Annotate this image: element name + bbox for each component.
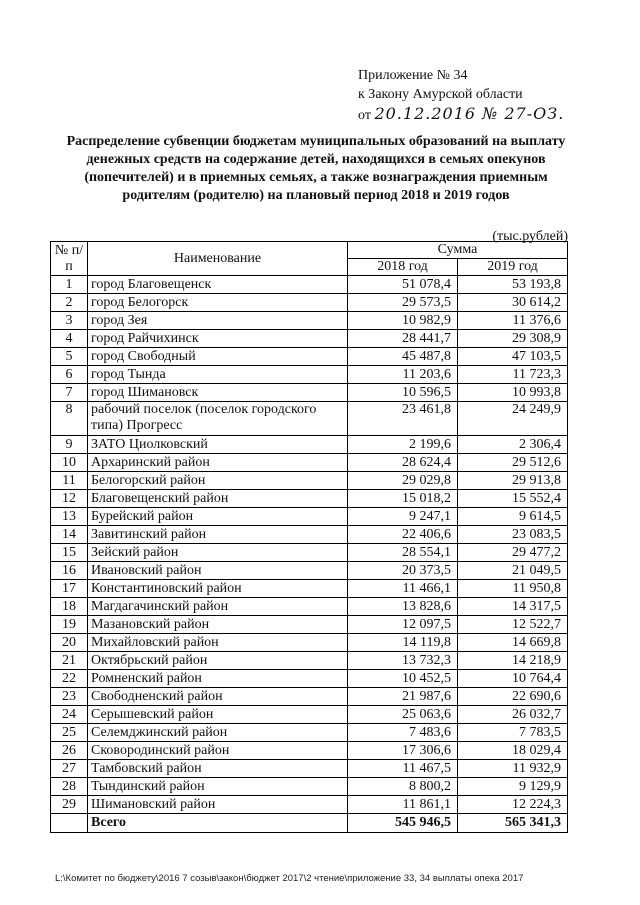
row-num: 8 [51, 402, 88, 436]
total-num [51, 814, 88, 833]
appendix-header [358, 66, 564, 125]
row-num: 15 [51, 544, 88, 562]
row-num: 24 [51, 706, 88, 724]
row-num: 1 [51, 276, 88, 294]
row-2019: 47 103,5 [458, 348, 568, 366]
row-num: 5 [51, 348, 88, 366]
row-num: 4 [51, 330, 88, 348]
table-row [51, 348, 568, 366]
header-num: № п/п [51, 242, 88, 276]
table-row [51, 652, 568, 670]
row-name: Свободненский район [88, 688, 348, 706]
row-2019: 9 129,9 [458, 778, 568, 796]
row-2019: 18 029,4 [458, 742, 568, 760]
table-row [51, 472, 568, 490]
row-2019: 11 950,8 [458, 580, 568, 598]
row-name: Бурейский район [88, 508, 348, 526]
row-2018: 13 732,3 [348, 652, 458, 670]
row-name: город Тында [88, 366, 348, 384]
table-row [51, 312, 568, 330]
row-name: Селемджинский район [88, 724, 348, 742]
table-row [51, 384, 568, 402]
table-body [51, 276, 568, 814]
row-2018: 8 800,2 [348, 778, 458, 796]
table-row [51, 580, 568, 598]
table-row [51, 706, 568, 724]
row-name: Тындинский район [88, 778, 348, 796]
table-row [51, 366, 568, 384]
row-2019: 12 224,3 [458, 796, 568, 814]
row-num: 3 [51, 312, 88, 330]
row-name: Благовещенский район [88, 490, 348, 508]
total-label: Всего [88, 814, 348, 833]
row-name: ЗАТО Циолковский [88, 436, 348, 454]
row-2018: 13 828,6 [348, 598, 458, 616]
row-2019: 15 552,4 [458, 490, 568, 508]
row-2018: 17 306,6 [348, 742, 458, 760]
row-2019: 10 764,4 [458, 670, 568, 688]
row-2018: 9 247,1 [348, 508, 458, 526]
row-num: 28 [51, 778, 88, 796]
row-2019: 14 317,5 [458, 598, 568, 616]
row-name: город Райчихинск [88, 330, 348, 348]
row-name: Сковородинский район [88, 742, 348, 760]
row-num: 12 [51, 490, 88, 508]
row-2019: 24 249,9 [458, 402, 568, 436]
table-row [51, 688, 568, 706]
table-row [51, 724, 568, 742]
row-2018: 10 982,9 [348, 312, 458, 330]
header-name: Наименование [88, 242, 348, 276]
row-2019: 30 614,2 [458, 294, 568, 312]
table-row [51, 294, 568, 312]
row-num: 2 [51, 294, 88, 312]
row-2018: 11 203,6 [348, 366, 458, 384]
row-2019: 14 669,8 [458, 634, 568, 652]
table-row [51, 670, 568, 688]
row-num: 22 [51, 670, 88, 688]
row-2019: 10 993,8 [458, 384, 568, 402]
row-2019: 22 690,6 [458, 688, 568, 706]
row-name: рабочий поселок (поселок городского типа) Прогресс [88, 402, 348, 436]
row-num: 27 [51, 760, 88, 778]
table-row [51, 490, 568, 508]
row-name: Константиновский район [88, 580, 348, 598]
row-name: Магдагачинский район [88, 598, 348, 616]
table-row [51, 616, 568, 634]
table-row [51, 454, 568, 472]
row-num: 25 [51, 724, 88, 742]
row-2018: 12 097,5 [348, 616, 458, 634]
row-num: 16 [51, 562, 88, 580]
row-num: 10 [51, 454, 88, 472]
row-name: Ромненский район [88, 670, 348, 688]
row-num: 26 [51, 742, 88, 760]
table-row [51, 742, 568, 760]
row-2019: 29 308,9 [458, 330, 568, 348]
row-name: город Благовещенск [88, 276, 348, 294]
row-2019: 12 522,7 [458, 616, 568, 634]
row-2019: 29 512,6 [458, 454, 568, 472]
appendix-date [358, 104, 564, 125]
row-num: 9 [51, 436, 88, 454]
appendix-number: Приложение № 34 [358, 68, 468, 83]
row-num: 29 [51, 796, 88, 814]
row-name: Завитинский район [88, 526, 348, 544]
row-num: 17 [51, 580, 88, 598]
row-name: Серышевский район [88, 706, 348, 724]
row-num: 7 [51, 384, 88, 402]
row-num: 18 [51, 598, 88, 616]
row-num: 21 [51, 652, 88, 670]
table-row [51, 562, 568, 580]
row-name: Белогорский район [88, 472, 348, 490]
row-2018: 11 861,1 [348, 796, 458, 814]
row-num: 14 [51, 526, 88, 544]
row-2019: 2 306,4 [458, 436, 568, 454]
row-num: 6 [51, 366, 88, 384]
table-row [51, 330, 568, 348]
row-2019: 29 913,8 [458, 472, 568, 490]
row-2018: 21 987,6 [348, 688, 458, 706]
total-2018: 545 946,5 [348, 814, 458, 833]
row-num: 23 [51, 688, 88, 706]
row-num: 20 [51, 634, 88, 652]
file-path-footer: L:\Комитет по бюджету\2016 7 созыв\закон\бюджет 2017\2 чтение\приложение 33, 34 выплаты опека 2017 [55, 873, 524, 884]
row-2019: 14 218,9 [458, 652, 568, 670]
row-2018: 28 554,1 [348, 544, 458, 562]
subsidy-table [50, 241, 568, 833]
row-2019: 9 614,5 [458, 508, 568, 526]
row-2018: 23 461,8 [348, 402, 458, 436]
row-name: город Зея [88, 312, 348, 330]
row-2018: 20 373,5 [348, 562, 458, 580]
row-2018: 10 452,5 [348, 670, 458, 688]
row-2019: 53 193,8 [458, 276, 568, 294]
appendix-date-handwritten: 20.12.2016 № 27-ОЗ. [374, 104, 565, 123]
table-row [51, 796, 568, 814]
row-name: Ивановский район [88, 562, 348, 580]
table-row [51, 508, 568, 526]
table-row [51, 276, 568, 294]
table-row [51, 778, 568, 796]
row-name: Зейский район [88, 544, 348, 562]
row-2018: 29 029,8 [348, 472, 458, 490]
row-2019: 11 723,3 [458, 366, 568, 384]
row-2018: 28 441,7 [348, 330, 458, 348]
units-label: (тыс.рублей) [492, 229, 568, 244]
row-name: Архаринский район [88, 454, 348, 472]
row-2018: 22 406,6 [348, 526, 458, 544]
row-2018: 28 624,4 [348, 454, 458, 472]
table-row [51, 598, 568, 616]
table-row [51, 402, 568, 436]
header-sum: Сумма [348, 242, 568, 259]
row-2019: 29 477,2 [458, 544, 568, 562]
row-name: город Белогорск [88, 294, 348, 312]
row-name: город Свободный [88, 348, 348, 366]
row-2019: 21 049,5 [458, 562, 568, 580]
row-num: 13 [51, 508, 88, 526]
row-2018: 15 018,2 [348, 490, 458, 508]
row-2019: 11 932,9 [458, 760, 568, 778]
row-2018: 25 063,6 [348, 706, 458, 724]
appendix-date-prefix: от [358, 108, 371, 123]
table-row [51, 526, 568, 544]
row-name: Мазановский район [88, 616, 348, 634]
row-2019: 23 083,5 [458, 526, 568, 544]
row-2019: 7 783,5 [458, 724, 568, 742]
row-2018: 2 199,6 [348, 436, 458, 454]
total-2019: 565 341,3 [458, 814, 568, 833]
row-name: Шимановский район [88, 796, 348, 814]
row-2018: 45 487,8 [348, 348, 458, 366]
header-2018: 2018 год [348, 259, 458, 276]
row-2018: 10 596,5 [348, 384, 458, 402]
row-name: Михайловский район [88, 634, 348, 652]
row-name: Октябрьский район [88, 652, 348, 670]
row-num: 19 [51, 616, 88, 634]
table-row [51, 544, 568, 562]
row-name: Тамбовский район [88, 760, 348, 778]
row-num: 11 [51, 472, 88, 490]
table-row [51, 634, 568, 652]
table-row [51, 760, 568, 778]
row-2019: 11 376,6 [458, 312, 568, 330]
row-2018: 11 467,5 [348, 760, 458, 778]
row-name: город Шимановск [88, 384, 348, 402]
header-2019: 2019 год [458, 259, 568, 276]
row-2018: 7 483,6 [348, 724, 458, 742]
row-2018: 29 573,5 [348, 294, 458, 312]
table-row [51, 436, 568, 454]
row-2019: 26 032,7 [458, 706, 568, 724]
document-title: Распределение субвенции бюджетам муниципальных образований на выплату денежных средств на содержание детей, находящихся в семьях опекунов (попечителей) и в приемных семьях, а также вознаграждения приемным родителям (родителю) на плановый период 2018 и 2019 годов [66, 134, 566, 203]
total-row [51, 814, 568, 833]
row-2018: 11 466,1 [348, 580, 458, 598]
appendix-law: к Закону Амурской области [358, 87, 523, 102]
row-2018: 51 078,4 [348, 276, 458, 294]
row-2018: 14 119,8 [348, 634, 458, 652]
